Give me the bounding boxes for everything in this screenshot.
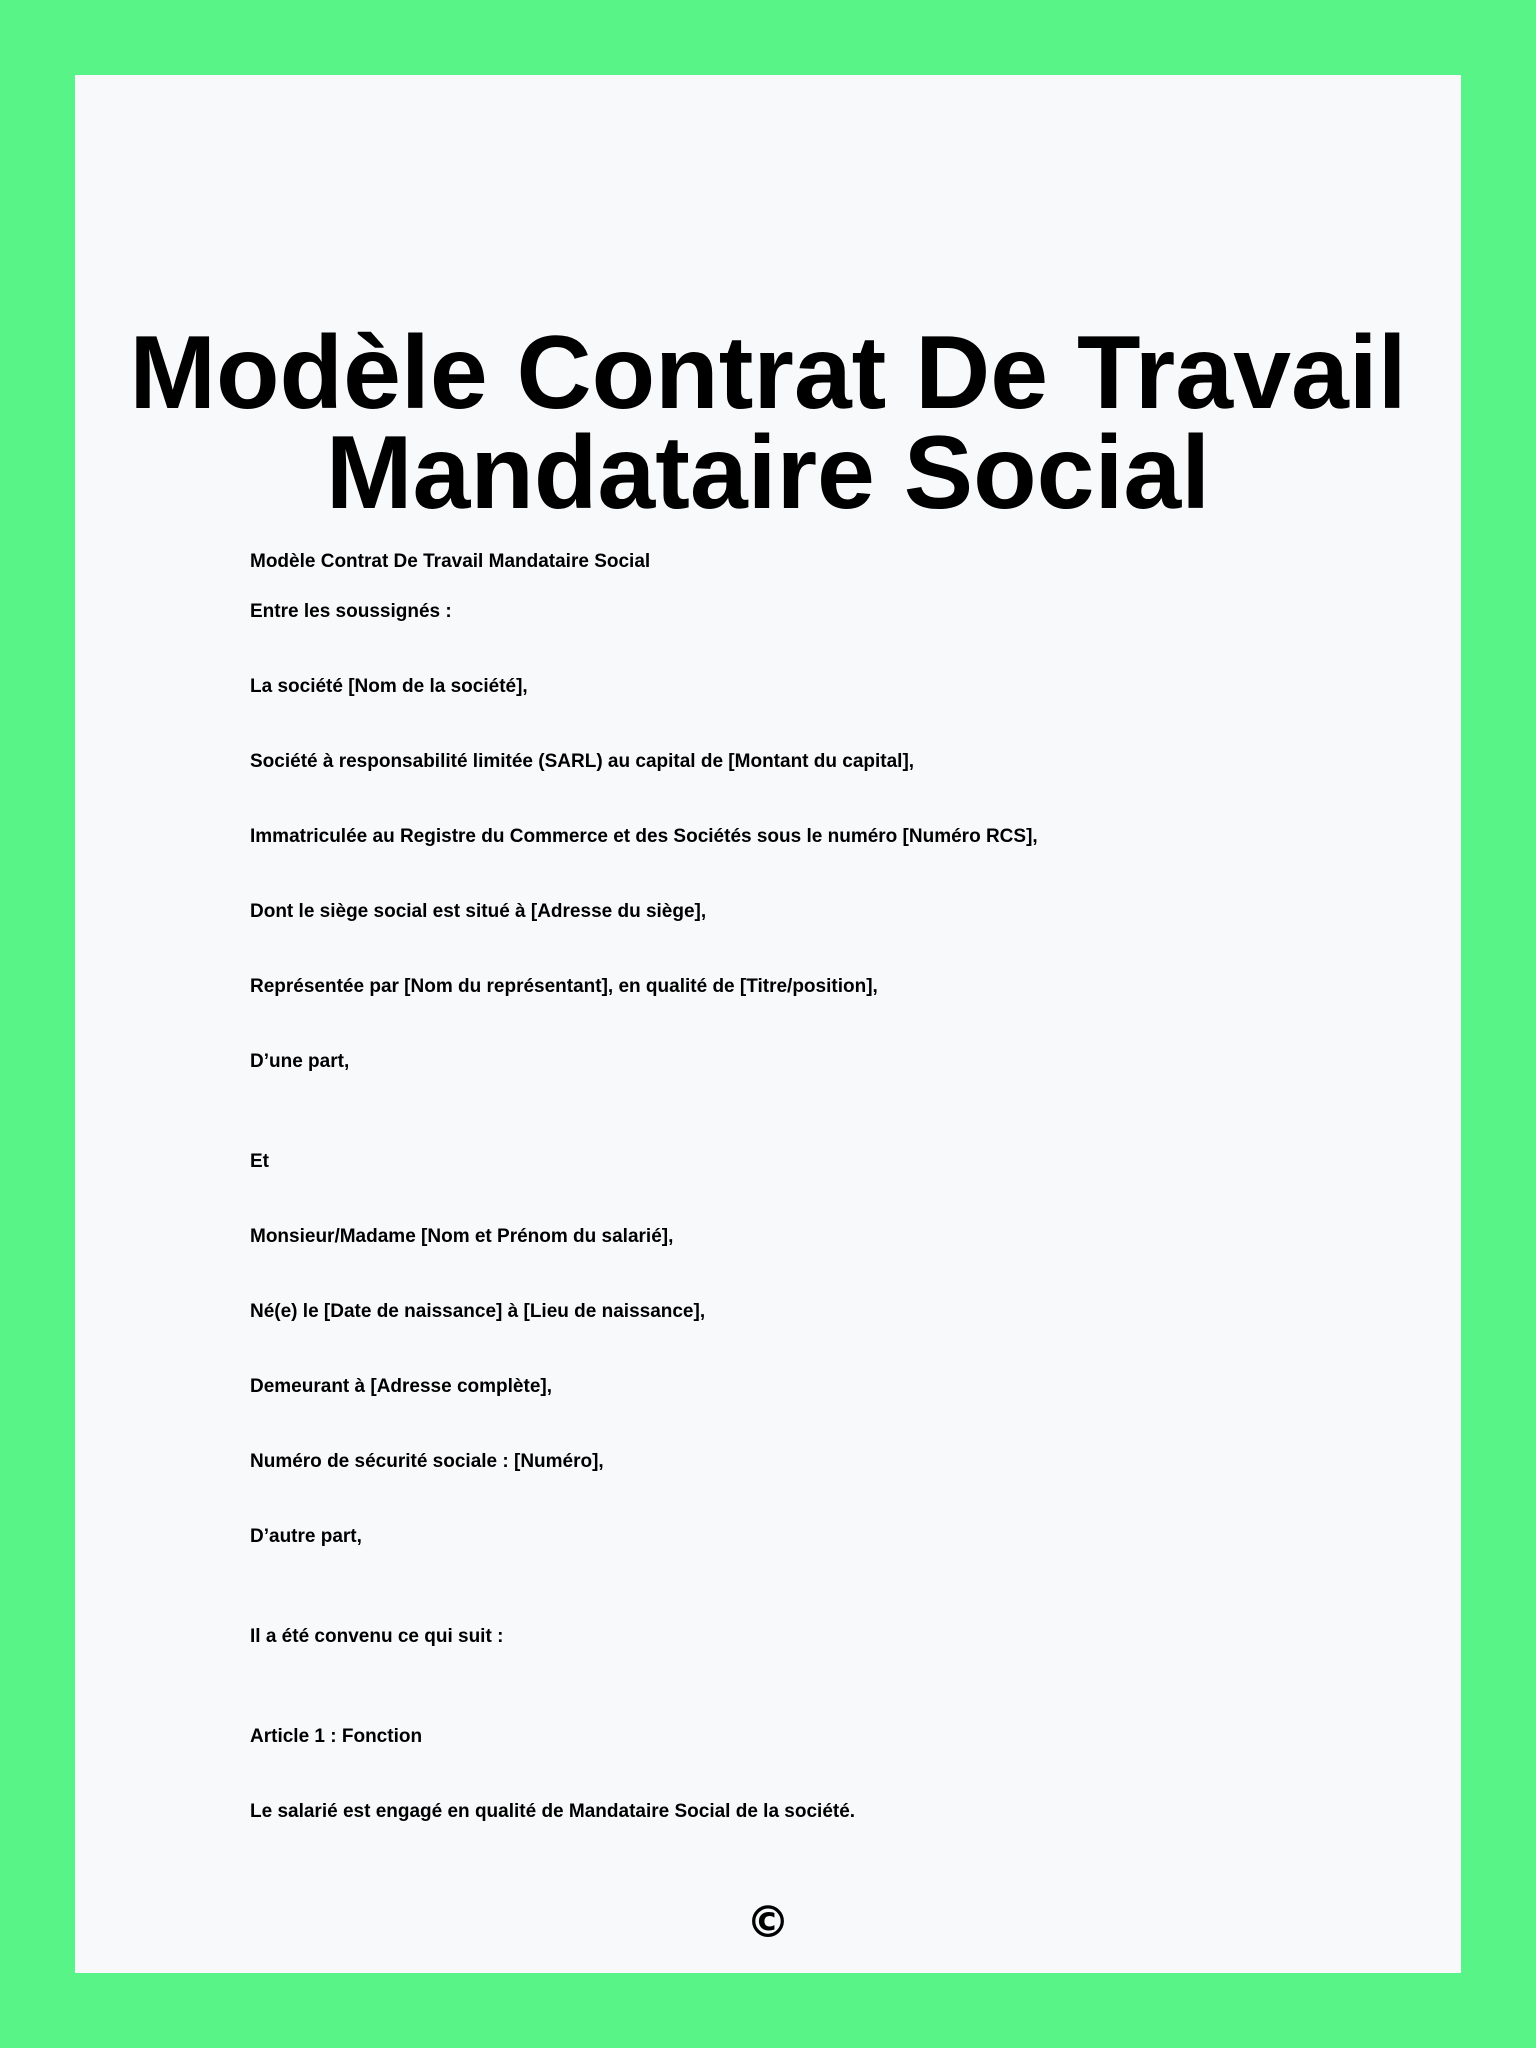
paragraph-and: Et (250, 1151, 269, 1172)
article-1-heading: Article 1 : Fonction (250, 1726, 423, 1747)
paragraph-company-registration: Immatriculée au Registre du Commerce et des Sociétés sous le numéro [Numéro RCS], (250, 826, 1038, 847)
paragraph-first-party: D’une part, (250, 1051, 350, 1072)
paragraph-company-representative: Représentée par [Nom du représentant], en qualité de [Titre/position], (250, 976, 878, 997)
paragraph-second-party: D’autre part, (250, 1526, 362, 1547)
page-title-line-1: Modèle Contrat De Travail (129, 315, 1407, 431)
paragraph-employee-name: Monsieur/Madame [Nom et Prénom du salarié], (250, 1226, 674, 1247)
paragraph-parties-intro: Entre les soussignés : (250, 601, 452, 622)
paragraph-company-type: Société à responsabilité limitée (SARL) au capital de [Montant du capital], (250, 751, 915, 772)
document-page (75, 75, 1461, 1973)
paragraph-company-address: Dont le siège social est situé à [Adresse du siège], (250, 901, 707, 922)
article-1-text: Le salarié est engagé en qualité de Mandataire Social de la société. (250, 1801, 856, 1822)
paragraph-employee-social-security: Numéro de sécurité sociale : [Numéro], (250, 1451, 604, 1472)
copyright-icon: © (746, 1897, 790, 1948)
paragraph-company-name: La société [Nom de la société], (250, 676, 528, 697)
page-title-line-2: Mandataire Social (325, 415, 1211, 531)
paragraph-agreement: Il a été convenu ce qui suit : (250, 1626, 504, 1647)
page-title (75, 315, 1461, 531)
paragraph-employee-address: Demeurant à [Adresse complète], (250, 1376, 552, 1397)
paragraph-employee-birth: Né(e) le [Date de naissance] à [Lieu de naissance], (250, 1301, 706, 1322)
document-heading: Modèle Contrat De Travail Mandataire Social (250, 551, 651, 572)
